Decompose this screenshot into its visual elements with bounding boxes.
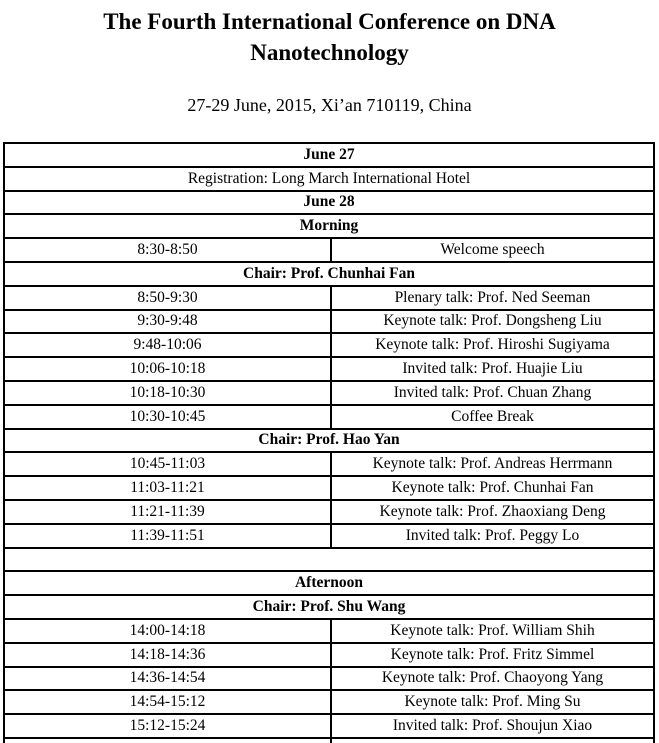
event-cell: Invited talk: Prof. Huajie Liu: [331, 357, 654, 381]
time-cell: 14:18-14:36: [4, 643, 331, 667]
section-header-cell: June 27: [4, 143, 654, 167]
time-cell: [4, 738, 331, 743]
time-cell: 11:03-11:21: [4, 476, 331, 500]
time-cell: 8:30-8:50: [4, 238, 331, 262]
time-cell: 9:48-10:06: [4, 333, 331, 357]
event-cell: Keynote talk: Prof. Zhaoxiang Deng: [331, 500, 654, 524]
section-header-cell: Afternoon: [4, 571, 654, 595]
event-cell: Keynote talk: Prof. Chunhai Fan: [331, 476, 654, 500]
schedule-row: [4, 690, 654, 714]
schedule-table-body: [4, 143, 654, 743]
spacer-cell: [4, 548, 654, 572]
schedule-row: [4, 191, 654, 215]
event-cell: Coffee Break: [331, 405, 654, 429]
schedule-row: [4, 357, 654, 381]
event-cell: Keynote talk: Prof. Dongsheng Liu: [331, 310, 654, 334]
schedule-row: [4, 143, 654, 167]
time-cell: 8:50-9:30: [4, 286, 331, 310]
event-cell: Invited talk: Prof. Peggy Lo: [331, 524, 654, 548]
schedule-table: [3, 142, 655, 743]
event-cell: Keynote talk: Prof. Fritz Simmel: [331, 643, 654, 667]
time-cell: 15:12-15:24: [4, 714, 331, 738]
schedule-row: [4, 238, 654, 262]
event-cell: Keynote talk: Prof. William Shih: [331, 619, 654, 643]
section-header-cell: Chair: Prof. Shu Wang: [4, 595, 654, 619]
schedule-row: [4, 714, 654, 738]
schedule-row: [4, 286, 654, 310]
event-cell: Keynote talk: Prof. Ming Su: [331, 690, 654, 714]
schedule-row: [4, 310, 654, 334]
event-cell: Plenary talk: Prof. Ned Seeman: [331, 286, 654, 310]
event-cell: Invited talk: Prof. Shoujun Xiao: [331, 714, 654, 738]
schedule-row: [4, 262, 654, 286]
schedule-row: [4, 476, 654, 500]
time-cell: 14:36-14:54: [4, 667, 331, 691]
time-cell: 10:06-10:18: [4, 357, 331, 381]
section-header-cell: Chair: Prof. Hao Yan: [4, 429, 654, 453]
section-header-cell: June 28: [4, 191, 654, 215]
event-cell: Keynote talk: Prof. Andreas Herrmann: [331, 452, 654, 476]
time-cell: 14:00-14:18: [4, 619, 331, 643]
schedule-row: [4, 595, 654, 619]
schedule-row: [4, 667, 654, 691]
schedule-row: [4, 452, 654, 476]
schedule-row: [4, 619, 654, 643]
time-cell: 10:45-11:03: [4, 452, 331, 476]
schedule-row: [4, 333, 654, 357]
event-cell: [331, 738, 654, 743]
time-cell: 10:30-10:45: [4, 405, 331, 429]
section-header-cell: Registration: Long March International Hotel: [4, 167, 654, 191]
schedule-row: [4, 429, 654, 453]
conference-title: The Fourth International Conference on DNA Nanotechnology: [103, 9, 556, 66]
schedule-row: [4, 548, 654, 572]
time-cell: 11:39-11:51: [4, 524, 331, 548]
schedule-row: [4, 214, 654, 238]
event-cell: Keynote talk: Prof. Chaoyong Yang: [331, 667, 654, 691]
schedule-row: [4, 643, 654, 667]
time-cell: 10:18-10:30: [4, 381, 331, 405]
time-cell: 9:30-9:48: [4, 310, 331, 334]
section-header-cell: Morning: [4, 214, 654, 238]
schedule-row: [4, 500, 654, 524]
schedule-row: [4, 571, 654, 595]
time-cell: 11:21-11:39: [4, 500, 331, 524]
schedule-row: [4, 167, 654, 191]
conference-date-location: 27-29 June, 2015, Xi’an 710119, China: [187, 95, 472, 116]
schedule-row: [4, 381, 654, 405]
schedule-row: [4, 738, 654, 743]
schedule-row: [4, 524, 654, 548]
section-header-cell: Chair: Prof. Chunhai Fan: [4, 262, 654, 286]
schedule-row: [4, 405, 654, 429]
event-cell: Invited talk: Prof. Chuan Zhang: [331, 381, 654, 405]
event-cell: Welcome speech: [331, 238, 654, 262]
event-cell: Keynote talk: Prof. Hiroshi Sugiyama: [331, 333, 654, 357]
time-cell: 14:54-15:12: [4, 690, 331, 714]
